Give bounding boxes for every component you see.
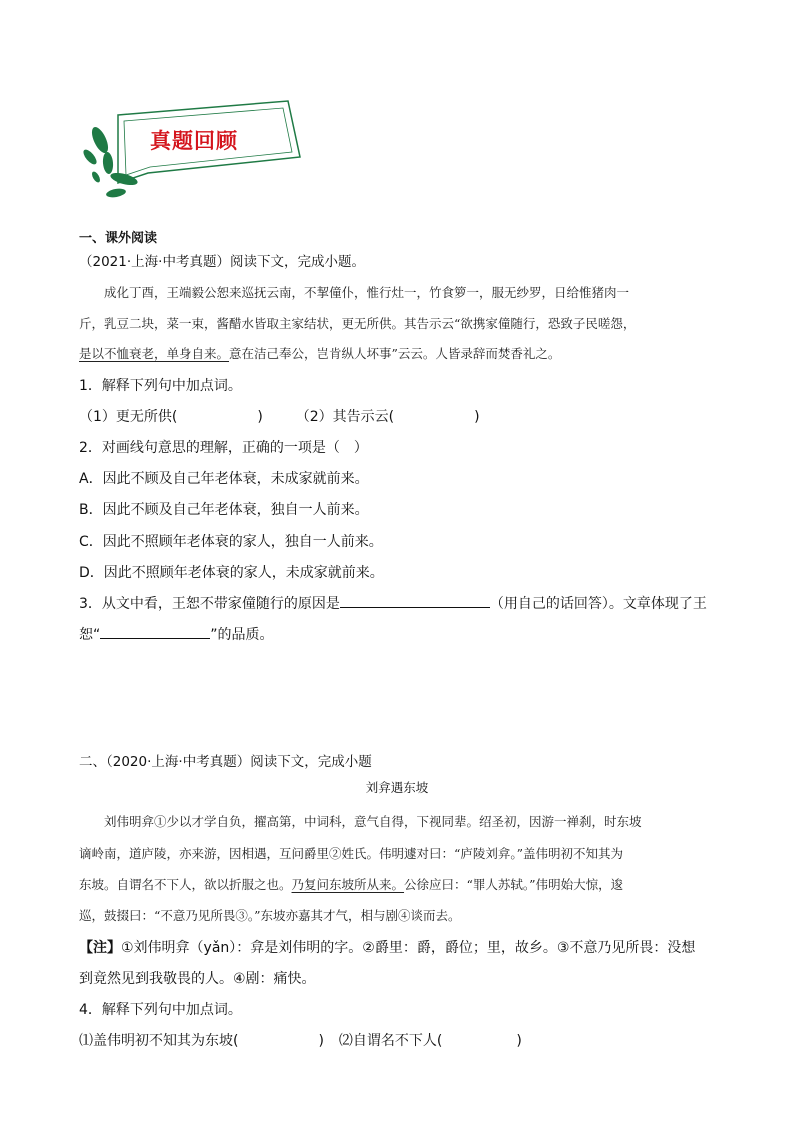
q1-item2-label: （2）其告示云( (295, 409, 395, 425)
q4-items (79, 1030, 522, 1050)
passage2-line3 (79, 875, 623, 893)
leaf-icon (89, 125, 112, 155)
q2-option-a[interactable]: A．因此不顾及自己年老体衰，未成家就前来。 (79, 471, 369, 487)
passage2-line2: 谪岭南，道庐陵，亦来游，因相遇，互问爵里②姓氏。伟明遽对曰：“庐陵刘弇。”盖伟明初不知其为 (79, 846, 624, 861)
q3-line2-pre: 恕“ (79, 627, 101, 643)
q3-answer-blank[interactable] (340, 593, 490, 608)
passage1-underlined-sentence: 是以不恤衰老，单身自来。 (79, 346, 230, 361)
leaf-icon (105, 187, 126, 198)
section1-source: （2021·上海·中考真题）阅读下文，完成小题。 (79, 254, 365, 270)
q1-item1-blank[interactable] (177, 407, 257, 421)
q3-line1 (79, 593, 707, 613)
q2-stem: 2．对画线句意思的理解，正确的一项是（ ） (79, 440, 368, 456)
passage1-line3 (79, 344, 560, 362)
q4-item2-close: ) (516, 1033, 522, 1049)
leaf-icon (81, 148, 99, 167)
q3-stem: 3．从文中看，王恕不带家僮随行的原因是 (79, 596, 340, 612)
q3-stem-cont: （用自己的话回答）。文章体现了王 (489, 596, 707, 612)
passage2-line1: 刘伟明弇①少以才学自负，擢高第，中词科，意气自得，下视同辈。绍圣初，因游一禅刹，时东坡 (104, 814, 642, 829)
section1-heading: 一、课外阅读 (79, 231, 158, 246)
q3-line2 (79, 624, 274, 644)
q4-item1-close: ) (318, 1033, 324, 1049)
passage2-line3-post: 公徐应曰：“罪人苏轼。”伟明始大惊，逡 (404, 877, 624, 892)
q3-line2-post: ”的品质。 (210, 627, 274, 643)
note-line1 (79, 937, 695, 957)
passage2-title: 刘弇遇东坡 (365, 780, 429, 795)
passage2-line4: 巡，鼓掇曰：“不意乃见所畏③。”东坡亦嘉其才气，相与剧④谈而去。 (79, 908, 461, 923)
q1-items (79, 406, 480, 426)
banner-title: 真题回顾 (150, 128, 238, 153)
q4-item2-blank[interactable] (442, 1031, 516, 1045)
leaf-icon (102, 152, 114, 175)
q3-quality-blank[interactable] (100, 624, 210, 639)
q4-item2-label: ⑵自谓名不下人( (338, 1033, 443, 1049)
q2-option-d[interactable]: D．因此不照顾年老体衰的家人，未成家就前来。 (79, 565, 384, 581)
leaf-icon (90, 170, 101, 183)
q1-stem: 1．解释下列句中加点词。 (79, 378, 242, 394)
q4-item1-label: ⑴盖伟明初不知其为东坡( (79, 1033, 239, 1049)
q1-item1-label: （1）更无所供( (79, 409, 178, 425)
note-label: 【注】 (79, 940, 121, 956)
q1-item2-blank[interactable] (394, 407, 474, 421)
note-line2: 到竟然见到我敬畏的人。④剧：痛快。 (79, 971, 316, 987)
passage1-line2: 斤，乳豆二块，菜一束，酱醋水皆取主家结状，更无所供。其告示云“欲携家僮随行，恐致子民嗟怨， (79, 316, 636, 331)
q4-stem: 4．解释下列句中加点词。 (79, 1002, 242, 1018)
passage2-line3-pre: 东坡。自谓名不下人，欲以折服之也。 (79, 877, 292, 892)
passage2-underlined-sentence: 乃复问东坡所从来。 (291, 877, 405, 892)
passage1-line1: 成化丁酉，王端毅公恕来巡抚云南，不挈僮仆，惟行灶一，竹食箩一，服无纱罗，日给惟猪肉一 (104, 285, 630, 300)
q4-item1-blank[interactable] (238, 1031, 318, 1045)
q1-item1-close: ) (257, 409, 263, 425)
q2-option-b[interactable]: B．因此不顾及自己年老体衰，独自一人前来。 (79, 502, 369, 518)
q2-option-c[interactable]: C．因此不照顾年老体衰的家人，独自一人前来。 (79, 534, 383, 550)
section2-heading: 二、（2020·上海·中考真题）阅读下文，完成小题 (79, 754, 372, 770)
passage1-line3-rest: 意在洁己奉公，岂肯纵人坏事”云云。人皆录辞而焚香礼之。 (229, 346, 561, 361)
note-text1: ①刘伟明弇（yǎn）：弇是刘伟明的字。②爵里：爵，爵位；里，故乡。③不意乃见所畏：没想 (121, 940, 696, 956)
q1-item2-close: ) (474, 409, 480, 425)
